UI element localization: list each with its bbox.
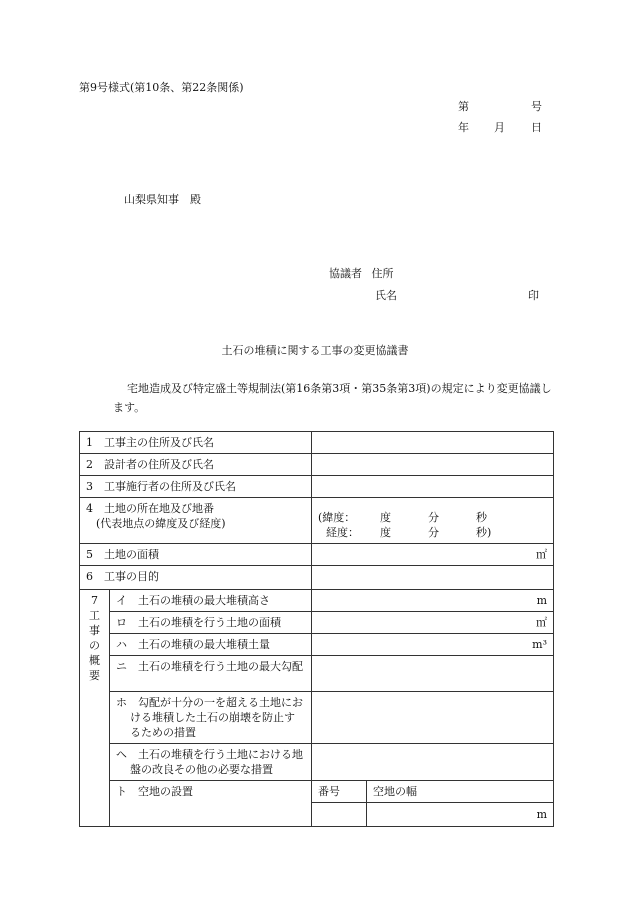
- item-he-label: ヘ 土石の堆積を行う土地における地盤の改良その他の必要な措置: [110, 744, 312, 781]
- table-row: [80, 744, 554, 781]
- table-row: [80, 432, 554, 454]
- row-label-r4: [80, 498, 312, 544]
- item-ha-label: ハ 土石の堆積の最大堆積土量: [110, 634, 312, 656]
- section7-label: [80, 590, 110, 827]
- applicant-address-line: [329, 267, 394, 281]
- table-row: [80, 781, 554, 803]
- section7-char: 概: [89, 654, 100, 667]
- address-label: 住所: [371, 267, 394, 280]
- table-row: [80, 476, 554, 498]
- seal-mark: 印: [528, 289, 539, 302]
- row-label-r3: 3 工事施行者の住所及び氏名: [80, 476, 312, 498]
- item-ni-label: ニ 土石の堆積を行う土地の最大勾配: [110, 656, 312, 692]
- row-label-r5: 5 土地の面積: [80, 544, 312, 566]
- to-width-value[interactable]: m: [367, 803, 554, 827]
- item-i-value[interactable]: m: [312, 590, 554, 612]
- row-value-r6[interactable]: [312, 566, 554, 590]
- table-row: [80, 544, 554, 566]
- row-value-r1[interactable]: [312, 432, 554, 454]
- latitude-line: [318, 510, 547, 525]
- number-prefix: 第: [458, 100, 469, 113]
- item-ha-value[interactable]: m³: [312, 634, 554, 656]
- applicant-role: 協議者: [329, 267, 362, 280]
- row4-line2: (代表地点の緯度及び経度): [96, 517, 226, 530]
- latitude-deg: 度: [380, 511, 391, 524]
- latitude-label: (緯度：: [318, 511, 356, 524]
- form-number: 第9号様式(第10条、第22条関係): [79, 81, 244, 94]
- section7-char: の: [89, 639, 100, 652]
- item-ni-value[interactable]: [312, 656, 554, 692]
- table-row: [80, 656, 554, 692]
- longitude-sec: 秒): [476, 526, 492, 539]
- item-ro-label: ロ 土石の堆積を行う土地の面積: [110, 612, 312, 634]
- table-row: [80, 590, 554, 612]
- application-table: [79, 431, 554, 827]
- longitude-min: 分: [428, 526, 439, 539]
- year-label: 年: [458, 121, 469, 134]
- row-value-r4[interactable]: [312, 498, 554, 544]
- row-label-r1: 1 工事主の住所及び氏名: [80, 432, 312, 454]
- table-row: [80, 612, 554, 634]
- item-ro-value[interactable]: ㎡: [312, 612, 554, 634]
- table-row: [80, 498, 554, 544]
- longitude-line: [318, 525, 547, 540]
- row-label-r2: 2 設計者の住所及び氏名: [80, 454, 312, 476]
- to-width-header: 空地の幅: [367, 781, 554, 803]
- row-label-r6: 6 工事の目的: [80, 566, 312, 590]
- day-label: 日: [531, 121, 542, 134]
- item-to-label: ト 空地の設置: [110, 781, 312, 827]
- document-title: 土石の堆積に関する工事の変更協議書: [221, 344, 409, 357]
- addressee: 山梨県知事 殿: [124, 193, 201, 206]
- applicant-name-label: 氏名: [375, 289, 397, 302]
- longitude-label: 経度：: [326, 526, 359, 539]
- row-value-r2[interactable]: [312, 454, 554, 476]
- row-value-r3[interactable]: [312, 476, 554, 498]
- section7-char: 要: [89, 669, 100, 682]
- item-he-value[interactable]: [312, 744, 554, 781]
- section7-char: 事: [89, 624, 100, 637]
- table-row: [80, 454, 554, 476]
- table-row: [80, 692, 554, 744]
- section7-char: 工: [89, 609, 100, 622]
- item-ho-label: ホ 勾配が十分の一を超える土地における堆積した土石の崩壊を防止するための措置: [110, 692, 312, 744]
- body-text: 宅地造成及び特定盛土等規制法(第16条第3項・第35条第3項)の規定により変更協議します。: [113, 382, 552, 414]
- latitude-sec: 秒: [476, 511, 487, 524]
- to-number-value[interactable]: [312, 803, 367, 827]
- row-value-r5[interactable]: ㎡: [312, 544, 554, 566]
- to-number-header: 番号: [312, 781, 367, 803]
- item-i-label: イ 土石の堆積の最大堆積高さ: [110, 590, 312, 612]
- longitude-deg: 度: [380, 526, 391, 539]
- item-ho-value[interactable]: [312, 692, 554, 744]
- latitude-min: 分: [428, 511, 439, 524]
- row4-line1: 4 土地の所在地及び地番: [86, 502, 214, 515]
- number-suffix: 号: [531, 100, 542, 113]
- table-row: [80, 634, 554, 656]
- table-row: [80, 566, 554, 590]
- month-label: 月: [494, 121, 505, 134]
- section7-number: 7: [91, 594, 98, 607]
